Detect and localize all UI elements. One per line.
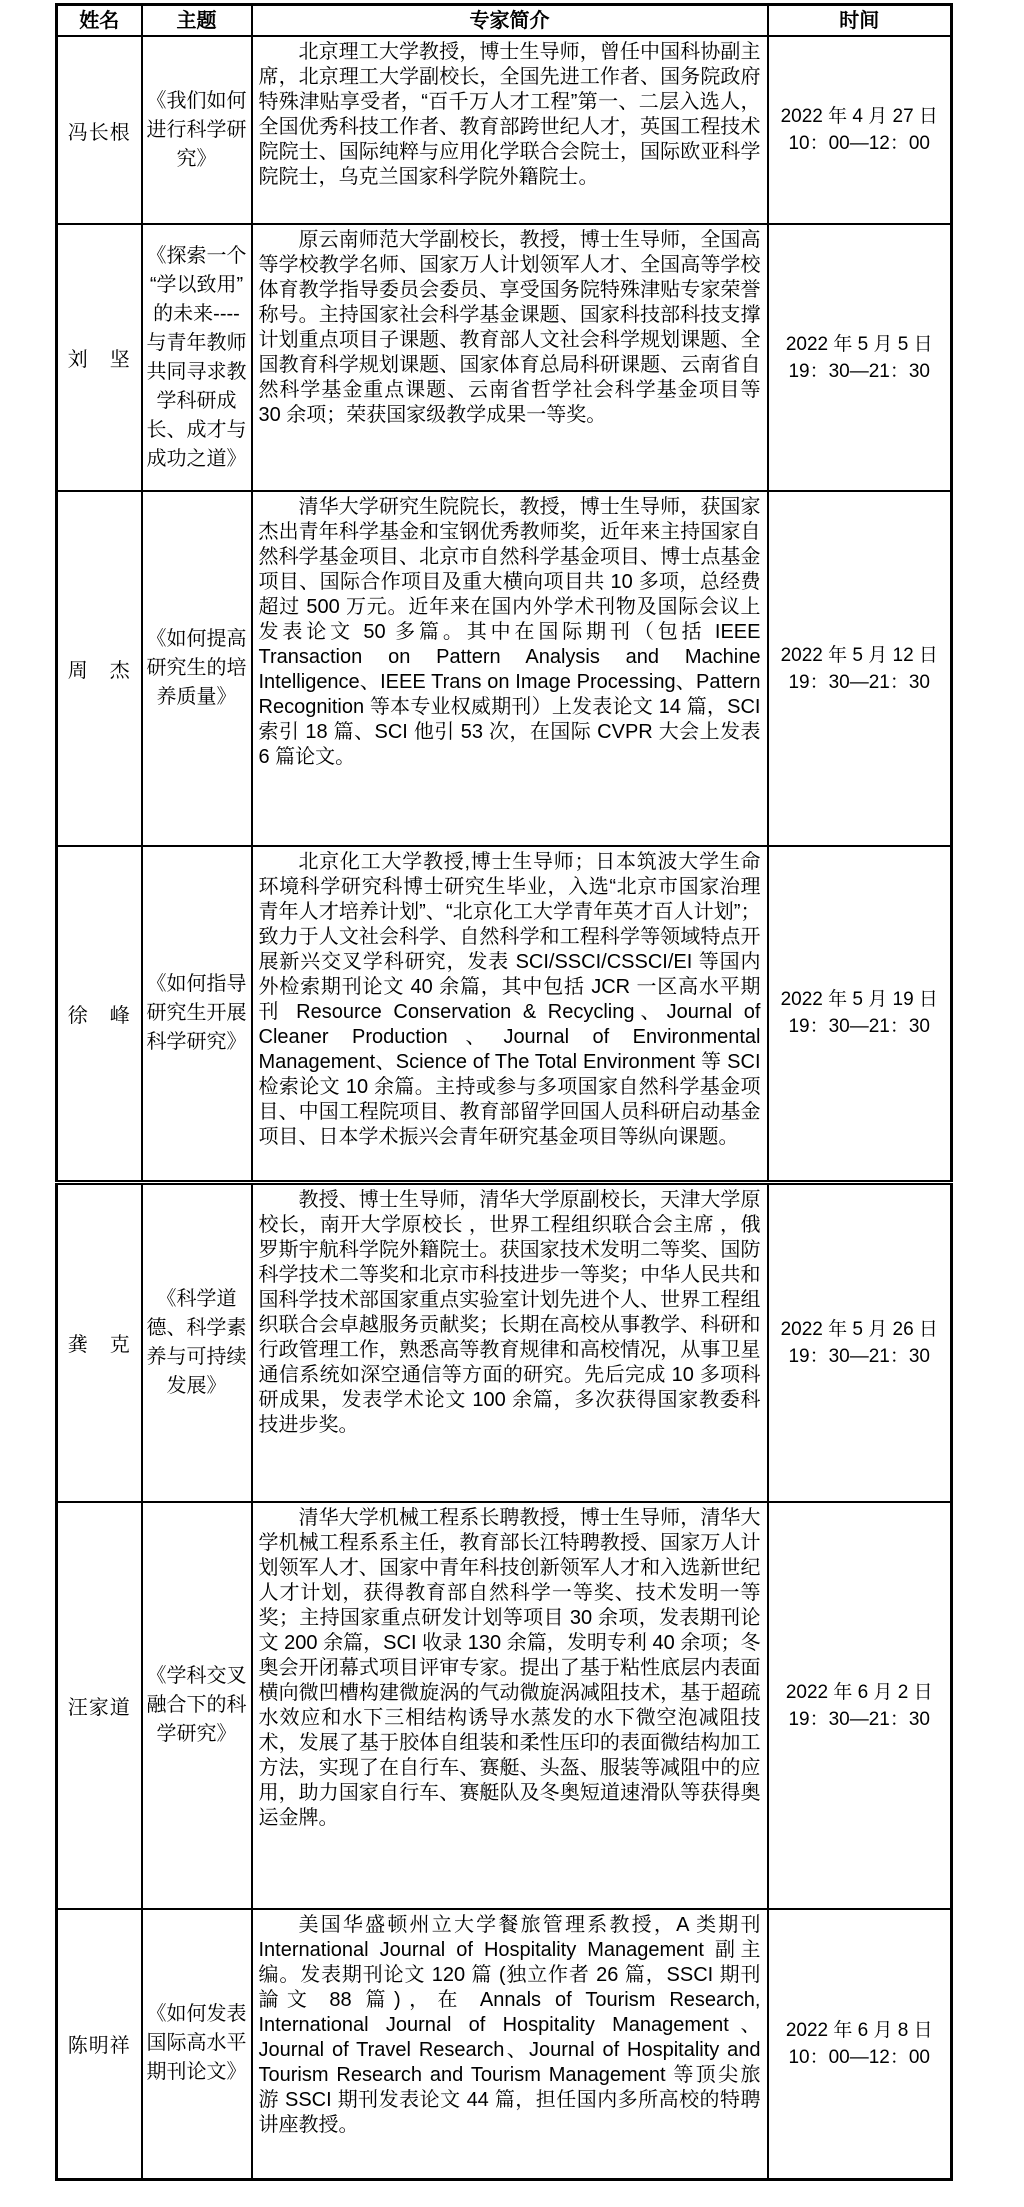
lecture-date: 2022 年 6 月 8 日 [785, 2019, 933, 2041]
lecture-hours: 19：30—21：30 [788, 1708, 931, 1730]
lecture-topic: 《科学道德、科学素养与可持续发展》 [142, 1182, 252, 1502]
lecture-hours: 10：00—12：00 [788, 133, 931, 154]
lecture-topic: 《我们如何进行科学研究》 [142, 36, 252, 224]
lecture-schedule-table [55, 3, 953, 2181]
expert-bio: 清华大学机械工程系长聘教授，博士生导师，清华大学机械工程系系主任，教育部长江特聘教授、国家万人计划领军人才、国家中青年科技创新领军人才和入选新世纪人才计划，获得教育部自然科学一等奖、技术发明一等奖；主持国家重点研发计划等项目 30 余项，发表期刊论文 200 余篇，SCI 收录 130 余篇，发明专利 40 余项；冬奥会开闭幕式项目评审专家。提出了基于粘性底层内表面横向微凹槽构建微旋涡的气动微旋涡减阻技术，基于超疏水效应和水下三相结构诱导水蒸发的水下微空泡减阻技术，发展了基于胶体自组装和柔性压印的表面微结构加工方法，实现了在自行车、赛艇、头盔、服装等减阻中的应用，助力国家自行车、赛艇队及冬奥短道速滑队等获得奥运金牌。 [252, 1502, 768, 1909]
lecture-date: 2022 年 4 月 27 日 [780, 106, 938, 127]
table-row [57, 1502, 952, 1909]
lecture-hours: 19：30—21：30 [788, 360, 931, 382]
table-row [57, 224, 952, 491]
expert-name: 龚 克 [57, 1182, 142, 1502]
table-body [57, 36, 952, 2179]
lecture-time [768, 36, 952, 224]
lecture-time [768, 846, 952, 1182]
lecture-hours: 19：30—21：30 [788, 1016, 931, 1038]
lecture-time [768, 1182, 952, 1502]
expert-bio: 北京化工大学教授,博士生导师；日本筑波大学生命环境科学研究科博士研究生毕业，入选“北京市国家治理青年人才培养计划”、“北京化工大学青年英才百人计划”；致力于人文社会科学、自然科学和工程科学等领域特点开展新兴交叉学科研究，发表 SCI/SSCI/CSSCI/EI 等国内外检索期刊论文 40 余篇，其中包括 JCR 一区高水平期刊 Resource Conservation & Recycling、Journal of Cleaner Production、Journal of Environmental Management、Science of The Total Environment 等 SCI 检索论文 10 余篇。主持或参与多项国家自然科学基金项目、中国工程院项目、教育部留学回国人员科研启动基金项目、日本学术振兴会青年研究基金项目等纵向课题。 [252, 846, 768, 1182]
expert-bio: 美国华盛顿州立大学餐旅管理系教授，A 类期刊 International Journal of Hospitality Management 副主编。发表期刊论文 120 篇 (独立作者 26 篇，SSCI 期刊論文 88 篇)，在 Annals of Tourism Research, International Journal of Hospitality Management、Journal of Travel Research、Journal of Hospitality and Tourism Research and Tourism Management 等顶尖旅游 SSCI 期刊发表论文 44 篇，担任国内多所高校的特聘讲座教授。 [252, 1909, 768, 2179]
lecture-time [768, 224, 952, 491]
lecture-date: 2022 年 5 月 12 日 [780, 644, 938, 666]
lecture-hours: 19：30—21：30 [788, 671, 931, 693]
lecture-time [768, 1909, 952, 2179]
expert-bio: 原云南师范大学副校长，教授，博士生导师，全国高等学校教学名师、国家万人计划领军人才、全国高等学校体育教学指导委员会委员、享受国务院特殊津贴专家荣誉称号。主持国家社会科学基金课题、国家科技部科技支撑计划重点项目子课题、教育部人文社会科学规划课题、全国教育科学规划课题、国家体育总局科研课题、云南省自然科学基金重点课题、云南省哲学社会科学基金项目等 30 余项；荣获国家级教学成果一等奖。 [252, 224, 768, 491]
expert-name: 徐 峰 [57, 846, 142, 1182]
lecture-time [768, 491, 952, 846]
table-row [57, 1909, 952, 2179]
expert-bio: 北京理工大学教授，博士生导师，曾任中国科协副主席，北京理工大学副校长，全国先进工作者、国务院政府特殊津贴享受者，“百千万人才工程”第一、二层入选人，全国优秀科技工作者、教育部跨世纪人才，英国工程技术院院士、国际纯粹与应用化学联合会院士，国际欧亚科学院院士，乌克兰国家科学院外籍院士。 [252, 36, 768, 224]
lecture-topic: 《探索一个“学以致用”的未来----与青年教师共同寻求教学科研成长、成才与成功之道》 [142, 224, 252, 491]
expert-bio: 教授、博士生导师，清华大学原副校长，天津大学原校长，南开大学原校长 ，世界工程组织联合会主席 ，俄罗斯宇航科学院外籍院士。获国家技术发明二等奖、国防科学技术二等奖和北京市科技进步一等奖；中华人民共和国科学技术部国家重点实验室计划先进个人、世界工程组织联合会卓越服务贡献奖；长期在高校从事教学、科研和行政管理工作，熟悉高等教育规律和高校情况，从事卫星通信系统如深空通信等方面的研究。先后完成 10 多项科研成果，发表学术论文 100 余篇，多次获得国家教委科技进步奖。 [252, 1182, 768, 1502]
expert-bio: 清华大学研究生院院长，教授，博士生导师，获国家杰出青年科学基金和宝钢优秀教师奖，近年来主持国家自然科学基金项目、北京市自然科学基金项目、博士点基金项目、国际合作项目及重大横向项目共 10 多项，总经费超过 500 万元。近年来在国内外学术刊物及国际会议上发表论文 50 多篇。其中在国际期刊（包括 IEEE Transaction on Pattern Analysis and Machine Intelligence、IEEE Trans on Image Processing、Pattern Recognition 等本专业权威期刊）上发表论文 14 篇，SCI 索引 18 篇、SCI 他引 53 次，在国际 CVPR 大会上发表 6 篇论文。 [252, 491, 768, 846]
expert-name: 周 杰 [57, 491, 142, 846]
table-row [57, 36, 952, 224]
lecture-hours: 10：00—12：00 [788, 2046, 931, 2068]
lecture-topic: 《如何发表国际高水平期刊论文》 [142, 1909, 252, 2179]
lecture-date: 2022 年 5 月 19 日 [780, 989, 938, 1011]
col-header-name: 姓名 [57, 5, 142, 37]
col-header-time: 时间 [768, 5, 952, 37]
expert-name: 汪家道 [57, 1502, 142, 1909]
table-header [57, 5, 952, 37]
lecture-topic: 《学科交叉融合下的科学研究》 [142, 1502, 252, 1909]
expert-name: 冯长根 [57, 36, 142, 224]
lecture-date: 2022 年 5 月 26 日 [780, 1318, 938, 1340]
lecture-topic: 《如何指导研究生开展科学研究》 [142, 846, 252, 1182]
expert-name: 刘 坚 [57, 224, 142, 491]
col-header-bio: 专家简介 [252, 5, 768, 37]
header-row [57, 5, 952, 37]
lecture-date: 2022 年 6 月 2 日 [785, 1681, 933, 1703]
expert-name: 陈明祥 [57, 1909, 142, 2179]
lecture-hours: 19：30—21：30 [788, 1345, 931, 1367]
col-header-topic: 主题 [142, 5, 252, 37]
table-row [57, 491, 952, 846]
table-row [57, 1182, 952, 1502]
lecture-time [768, 1502, 952, 1909]
table-row [57, 846, 952, 1182]
lecture-topic: 《如何提高研究生的培养质量》 [142, 491, 252, 846]
lecture-date: 2022 年 5 月 5 日 [785, 333, 933, 355]
